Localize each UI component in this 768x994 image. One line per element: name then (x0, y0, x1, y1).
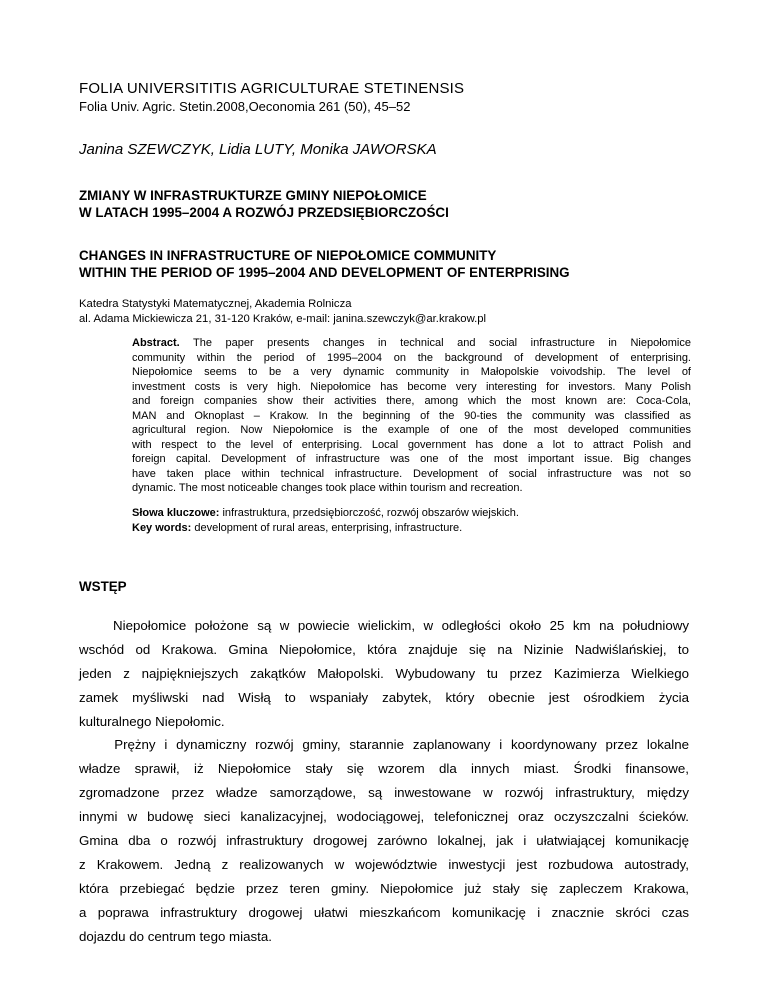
body-line: jeden z najpiękniejszych zakątków Małopolski. Wybudowany tu przez Kazimierza Wielkiego (79, 665, 689, 681)
body-line: innymi w budowę sieci kanalizacyjnej, wodociągowej, telefonicznej oraz oczyszczalni ścieków. (79, 809, 689, 825)
affiliation-line: Katedra Statystyki Matematycznej, Akademia Rolnicza (79, 298, 352, 310)
abstract-line (132, 336, 691, 351)
body-line: dojazdu do centrum tego miasta. (79, 928, 272, 944)
keywords-polish-label: Słowa kluczowe: (132, 507, 220, 519)
title-english-line: WITHIN THE PERIOD OF 1995–2004 AND DEVELOPMENT OF ENTERPRISING (79, 265, 570, 280)
title-polish (79, 187, 449, 221)
body-line: Niepołomice położone są w powiecie wielickim, w odległości około 25 km na południowy (79, 618, 689, 633)
body-line: a poprawa infrastruktury drogowej ułatwi mieszkańcom komunikację i znacznie skróci czas (79, 904, 689, 920)
abstract-line: have taken place within technical infrastructure. Development of social infrastructure was not so (132, 467, 691, 480)
abstract-line: investment costs is very high. Niepołomice has become very interesting for investors. Many Polish (132, 380, 691, 393)
abstract-line: with respect to the level of enterprising. Local government has done a lot to attract Polish and (132, 438, 691, 451)
body-line: wschód od Krakowa. Gmina Niepołomice, która znajduje się na Nizinie Nadwiślańskiej, to (79, 641, 689, 657)
affiliation-line: al. Adama Mickiewicza 21, 31-120 Kraków, e-mail: janina.szewczyk@ar.krakow.pl (79, 313, 487, 325)
authors: Janina SZEWCZYK, Lidia LUTY, Monika JAWORSKA (79, 141, 437, 158)
abstract-line: dynamic. The most noticeable changes took place within tourism and recreation. (132, 482, 523, 494)
abstract-line: foreign capital. Development of infrastructure was one of the most important issue. Big changes (132, 453, 691, 465)
body-line: która przebiegać będzie przez teren gminy. Niepołomice już stały się zapleczem Krakowa, (79, 880, 689, 896)
keywords (132, 506, 519, 535)
journal-citation: Folia Univ. Agric. Stetin.2008,Oeconomia 261 (50), 45–52 (79, 99, 411, 114)
abstract-line: Niepołomice seems to be a very dynamic community in Małopolskie voivodship. The level of (132, 366, 691, 378)
abstract-line: community within the period of 1995–2004 on the background of development of enterprising. (132, 351, 691, 364)
abstract (132, 336, 691, 496)
title-english-line: CHANGES IN INFRASTRUCTURE OF NIEPOŁOMICE COMMUNITY (79, 248, 497, 263)
abstract-label: Abstract. (132, 337, 180, 349)
abstract-line: agricultural region. Now Niepołomice is the example of one of the most developed communities (132, 424, 691, 436)
body-line: kulturalnego Niepołomic. (79, 713, 225, 729)
keywords-english (132, 521, 519, 536)
affiliation (79, 297, 486, 327)
keywords-polish (132, 506, 519, 521)
abstract-line: and foreign companies show their activities there, among which the most known are: Coca-Cola, (132, 395, 691, 407)
body-line: Gmina dba o rozwój infrastruktury drogowej zarówno lokalnej, jak i ułatwiającej komunikację (79, 833, 689, 849)
body-text (79, 614, 689, 948)
title-polish-line: ZMIANY W INFRASTRUKTURZE GMINY NIEPOŁOMICE (79, 188, 427, 203)
abstract-text: The paper presents changes in technical and social infrastructure in Niepołomice (179, 337, 691, 349)
body-line: zgromadzone przez władze samorządowe, są inwestowane w rozwój infrastruktury, między (79, 785, 689, 801)
body-line: zamek myśliwski nad Wisłą to wspaniały zabytek, który obecnie jest ośrodkiem życia (79, 689, 689, 705)
keywords-english-label: Key words: (132, 521, 192, 534)
body-line: Prężny i dynamiczny rozwój gminy, starannie zaplanowany i koordynowany przez lokalne (79, 737, 689, 753)
section-heading: WSTĘP (79, 579, 127, 594)
body-line: władze sprawił, iż Niepołomice stały się wzorem dla innych miast. Środki finansowe, (79, 761, 689, 777)
keywords-english-text: development of rural areas, enterprising, infrastructure. (191, 521, 463, 534)
title-polish-line: W LATACH 1995–2004 A ROZWÓJ PRZEDSIĘBIORCZOŚCI (79, 205, 449, 220)
journal-title: FOLIA UNIVERSITITIS AGRICULTURAE STETINENSIS (79, 80, 465, 97)
keywords-polish-text: infrastruktura, przedsiębiorczość, rozwój obszarów wiejskich. (219, 507, 519, 519)
abstract-line: MAN and Oknoplast – Krakow. In the beginning of the 90-ties the community was classified as (132, 409, 691, 422)
body-line: z Krakowem. Jedną z realizowanych w województwie inwestycji jest rozbudowa autostrady, (79, 856, 689, 872)
title-english (79, 247, 570, 281)
